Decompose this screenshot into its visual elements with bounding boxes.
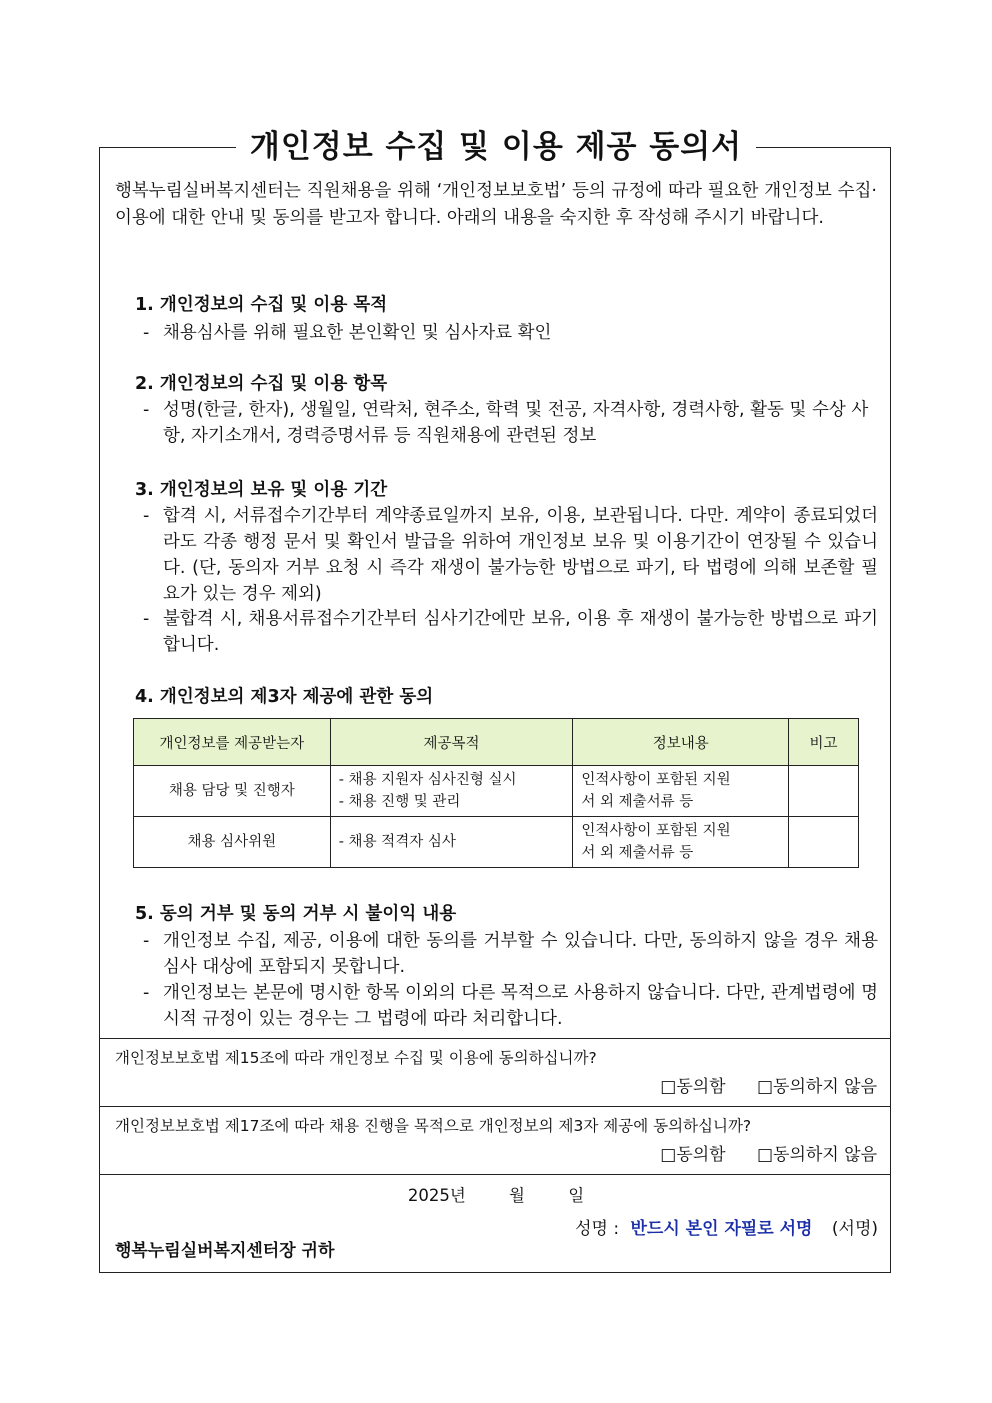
- section-3-item-1: - 합격 시, 서류접수기간부터 계약종료일까지 보유, 이용, 보관됩니다. 다만. 계약이 종료되었더라도 각종 행정 문서 및 확인서 발급을 위하여 개인정보 보유 및 이용기간이 연장될 수 있습니다. (단, 동의자 거부 요청 시 즉각 재생이 불가능한 방법으로 파기, 타 법령에 의해 보존할 필요가 있는 경우 제외): [143, 506, 878, 604]
- third-party-table: [133, 718, 859, 868]
- header-note: 비고: [789, 719, 859, 766]
- section-5-heading: 5. 동의 거부 및 동의 거부 시 불이익 내용: [135, 904, 457, 924]
- table-row: [134, 817, 859, 868]
- recipient-line: 행복누림실버복지센터장 귀하: [115, 1241, 335, 1261]
- date-month: 월: [509, 1186, 525, 1205]
- consent-box-2: [99, 1106, 891, 1174]
- signature-label: 성명 :: [575, 1219, 620, 1239]
- section-5-item-2: - 개인정보는 본문에 명시한 항목 이외의 다른 목적으로 사용하지 않습니다. 다만, 관계법령에 명시적 규정이 있는 경우는 그 법령에 따라 처리합니다.: [143, 983, 878, 1029]
- row-recipient: 채용 담당 및 진행자: [134, 766, 331, 817]
- row-info: 인적사항이 포함된 지원 서 외 제출서류 등: [573, 766, 789, 817]
- signature-note: 반드시 본인 자필로 서명: [630, 1219, 813, 1239]
- section-1-item: - 채용심사를 위해 필요한 본인확인 및 심사자료 확인: [143, 323, 552, 343]
- section-5-item-1: - 개인정보 수집, 제공, 이용에 대한 동의를 거부할 수 있습니다. 다만, 동의하지 않을 경우 채용심사 대상에 포함되지 못합니다.: [143, 931, 878, 977]
- row-note: [789, 766, 859, 817]
- row-recipient: 채용 심사위원: [134, 817, 331, 868]
- row-note: [789, 817, 859, 868]
- row-purpose: - 채용 적격자 심사: [330, 817, 573, 868]
- footer-divider: [99, 1174, 891, 1175]
- agree-checkbox-1[interactable]: □동의함: [660, 1077, 726, 1097]
- consent-options-1: [634, 1075, 877, 1099]
- header-info: 정보내용: [573, 719, 789, 766]
- date-line: [0, 1182, 992, 1206]
- consent-question-2: 개인정보보호법 제17조에 따라 채용 진행을 목적으로 개인정보의 제3자 제공에 동의하십니까?: [115, 1117, 752, 1135]
- agree-checkbox-2[interactable]: □동의함: [660, 1145, 726, 1165]
- section-1-heading: 1. 개인정보의 수집 및 이용 목적: [135, 295, 388, 315]
- disagree-checkbox-2[interactable]: □동의하지 않음: [757, 1145, 877, 1165]
- consent-question-1: 개인정보보호법 제15조에 따라 개인정보 수집 및 이용에 동의하십니까?: [115, 1049, 597, 1067]
- row-purpose: - 채용 지원자 심사진형 실시 - 채용 진행 및 관리: [330, 766, 573, 817]
- table-row: [134, 766, 859, 817]
- section-4-heading: 4. 개인정보의 제3자 제공에 관한 동의: [135, 687, 434, 707]
- intro-paragraph: 행복누림실버복지센터는 직원채용을 위해 ‘개인정보보호법’ 등의 규정에 따라 필요한 개인정보 수집·이용에 대한 안내 및 동의를 받고자 합니다. 아래의 내용을 숙지한 후 작성해 주시기 바랍니다.: [115, 181, 877, 228]
- document-title: 개인정보 수집 및 이용 제공 동의서: [0, 124, 992, 170]
- signature-mark[interactable]: (서명): [831, 1219, 878, 1239]
- disagree-checkbox-1[interactable]: □동의하지 않음: [757, 1077, 877, 1097]
- signature-line: [575, 1216, 878, 1242]
- table-header-row: [134, 719, 859, 766]
- section-2-heading: 2. 개인정보의 수집 및 이용 항목: [135, 374, 388, 394]
- header-recipient: 개인정보를 제공받는자: [134, 719, 331, 766]
- section-3-item-2: - 불합격 시, 채용서류접수기간부터 심사기간에만 보유, 이용 후 재생이 불가능한 방법으로 파기합니다.: [143, 609, 878, 655]
- header-purpose: 제공목적: [330, 719, 573, 766]
- section-3-heading: 3. 개인정보의 보유 및 이용 기간: [135, 480, 388, 500]
- row-info: 인적사항이 포함된 지원 서 외 제출서류 등: [573, 817, 789, 868]
- section-2-item: - 성명(한글, 한자), 생월일, 연락처, 현주소, 학력 및 전공, 자격사항, 경력사항, 활동 및 수상 사항, 자기소개서, 경력증명서류 등 직원채용에 관련된 정보: [143, 400, 869, 446]
- consent-box-1: [99, 1038, 891, 1106]
- consent-options-2: [634, 1143, 877, 1167]
- date-day: 일: [568, 1186, 585, 1205]
- date-year: 2025년: [407, 1186, 466, 1205]
